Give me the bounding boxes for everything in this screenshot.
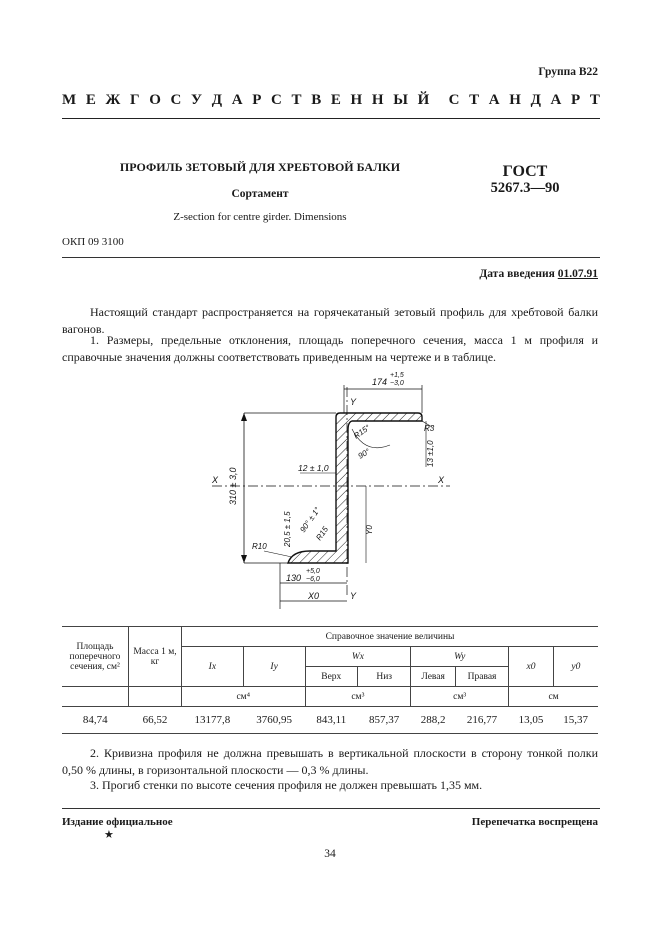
value-wy-left: 288,2 [411, 707, 456, 734]
value-ix: 13177,8 [182, 707, 244, 734]
r10-label: R10 [252, 542, 267, 551]
y-axis-label-bottom: Y [350, 591, 357, 601]
x-axis-label-right: X [438, 475, 445, 485]
heading-letter: А [550, 92, 562, 108]
value-wy-right: 216,77 [455, 707, 508, 734]
document-subtitle: Сортамент [231, 188, 289, 200]
heading-letter: Е [330, 92, 341, 108]
heading-letter: А [231, 92, 243, 108]
top-divider [62, 118, 600, 119]
col-iy: Iy [243, 647, 305, 687]
heading-letter: Н [350, 92, 363, 108]
x0-label: X0 [308, 591, 320, 601]
col-area-header: Площадь поперечного сечения, см² [62, 627, 129, 687]
unit-wx: см³ [305, 687, 411, 707]
col-y0: y0 [553, 647, 598, 687]
heading-letter: Д [530, 92, 541, 108]
okp-code: ОКП 09 3100 [62, 236, 124, 248]
x-axis-label-left: X [212, 475, 219, 485]
unit-i: см⁴ [182, 687, 306, 707]
value-wx-top: 843,11 [305, 707, 358, 734]
group-code: Группа В22 [538, 66, 598, 78]
top-flange-thk-label: 13 ±1,0 [426, 440, 435, 467]
heading-letter: Ы [393, 92, 408, 108]
top-width-tol-plus: +1,5 [390, 372, 404, 379]
value-mass: 66,52 [129, 707, 182, 734]
value-iy: 3760,95 [243, 707, 305, 734]
heading-letter: У [191, 92, 203, 108]
gost-label: ГОСТ [502, 163, 548, 180]
star-icon: ★ [104, 829, 114, 841]
value-area: 84,74 [62, 707, 129, 734]
gost-number: 5267.3—90 [490, 180, 560, 196]
col-wy: Wy [411, 647, 509, 667]
col-reference-header: Справочное значение величины [182, 627, 599, 647]
col-mass-header: Масса 1 м, кг [129, 627, 182, 687]
heading-letter: Ж [105, 92, 121, 108]
page-number: 34 [324, 848, 336, 860]
col-wy-right: Правая [455, 667, 508, 687]
bottom-flange-thk-label: 20,5 ± 1,5 [283, 511, 292, 547]
heading-letter: Т [469, 92, 480, 108]
value-y0: 15,37 [553, 707, 598, 734]
web-thk-label: 12 ± 1,0 [298, 463, 329, 473]
unit-xy: см [509, 687, 598, 707]
heading-letter: Е [85, 92, 96, 108]
paragraph-item-2: 2. Кривизна профиля не должна превышать в вертикальной плоскости в сторону тонкой полки 0,50 % длины, в горизонтальной плоскости — 0,3 % длины. [62, 746, 598, 777]
col-wx-top: Верх [305, 667, 358, 687]
intro-date-label: Дата введения [479, 268, 555, 280]
heading-letter: С [170, 92, 182, 108]
heading-letter: Г [130, 92, 140, 108]
r3-label: R3 [424, 424, 435, 433]
col-wx: Wx [305, 647, 411, 667]
r15-bottom-label: R15 [314, 524, 331, 543]
reprint-prohibited: Перепечатка воспрещена [471, 816, 598, 828]
paragraph-item-3: 3. Прогиб стенки по высоте сечения профиля не должен превышать 1,35 мм. [90, 778, 483, 792]
heading-letter: С [448, 92, 460, 108]
heading-letter: Р [571, 92, 581, 108]
document-title: ПРОФИЛЬ ЗЕТОВЫЙ ДЛЯ ХРЕБТОВОЙ БАЛКИ [119, 160, 401, 174]
value-wx-bottom: 857,37 [358, 707, 411, 734]
col-ix: Ix [182, 647, 244, 687]
heading-letter: О [149, 92, 161, 108]
col-x0: x0 [509, 647, 554, 687]
heading-letter: Т [589, 92, 600, 108]
heading-letter: С [271, 92, 282, 108]
z-profile-drawing [200, 365, 460, 610]
col-wx-bottom: Низ [358, 667, 411, 687]
y0-label: Y0 [365, 525, 374, 535]
english-title: Z-section for centre girder. Dimensions [173, 211, 347, 223]
paragraph-scope: Настоящий стандарт распространяется на горячекатаный зетовый профиль для хребтовой балки вагонов. [62, 305, 598, 336]
height-dim-label: 310 ± 3,0 [228, 467, 238, 505]
official-edition: Издание официальное [62, 816, 173, 828]
heading-letter: А [488, 92, 500, 108]
top-width-tol-minus: −3,0 [390, 380, 404, 387]
intro-date [380, 268, 598, 280]
r15-top-label: R15° [351, 423, 372, 441]
value-x0: 13,05 [509, 707, 554, 734]
interstate-standard-heading [62, 92, 600, 109]
table-row [62, 707, 598, 734]
heading-letter: Т [291, 92, 302, 108]
reference-table [62, 626, 598, 734]
paragraph-item-1: 1. Размеры, предельные отклонения, площадь поперечного сечения, масса 1 м профиля и справочные значения должны соответствовать приведенным на чертеже и в таблице. [62, 333, 598, 364]
bottom-width-tol-plus: +5,0 [306, 568, 320, 575]
bottom-width-label: 130 [286, 573, 302, 583]
middle-divider [62, 257, 600, 258]
unit-wy: см³ [411, 687, 509, 707]
heading-letter: Р [252, 92, 262, 108]
heading-letter: Й [417, 92, 430, 108]
y-axis-label-top: Y [350, 397, 357, 407]
bottom-width-tol-minus: −6,0 [306, 576, 320, 583]
heading-letter: В [311, 92, 322, 108]
bottom-divider [62, 808, 600, 809]
heading-letter: Н [371, 92, 384, 108]
top-width-label: 174 [372, 377, 388, 387]
intro-date-value: 01.07.91 [557, 268, 598, 280]
angle-top-label: 90° [356, 446, 372, 461]
angle-bottom-label: 90° ± 1° [298, 505, 323, 535]
heading-letter: М [62, 92, 77, 108]
col-wy-left: Левая [411, 667, 456, 687]
heading-letter: Д [211, 92, 223, 108]
heading-letter: Н [509, 92, 521, 108]
